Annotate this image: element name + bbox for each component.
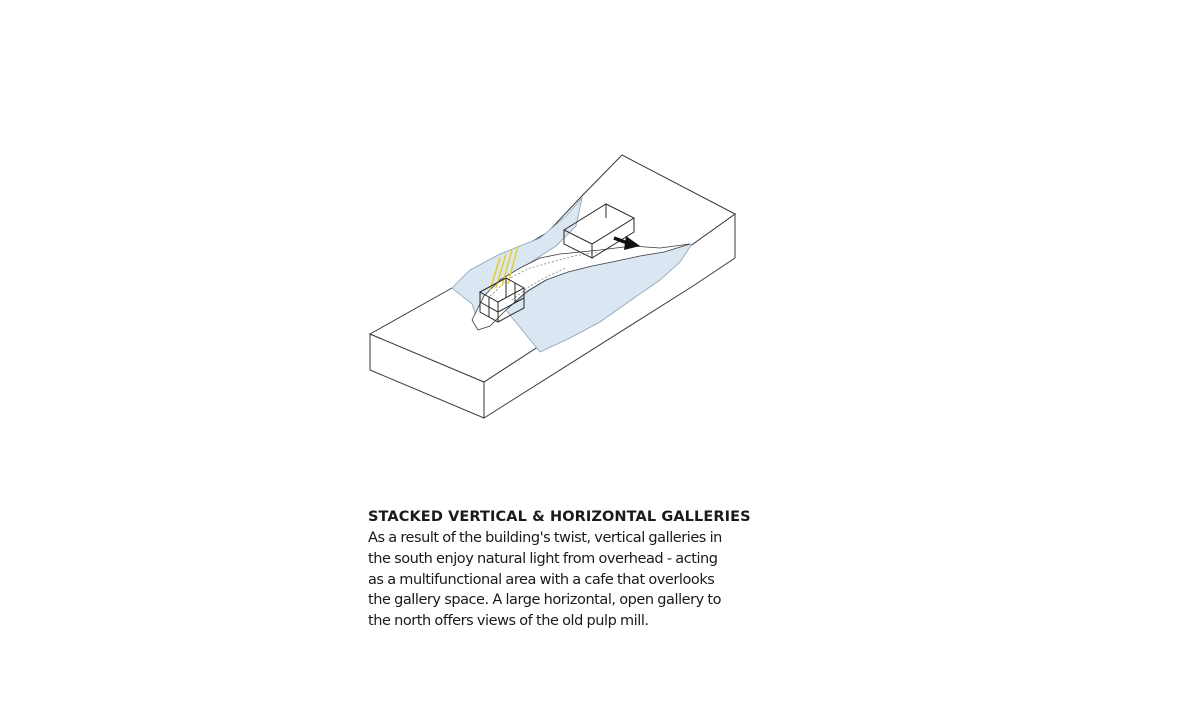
diagram-drawing (360, 148, 750, 428)
caption-title: STACKED VERTICAL & HORIZONTAL GALLERIES (368, 509, 751, 525)
caption-body: As a result of the building's twist, vertical galleries in the south enjoy natural light from overhead - acting as a multifunctional area with a cafe that overlooks the gallery space. A large horizontal, open gallery to the north offers views of the old pulp mill. (368, 530, 722, 630)
caption-block (368, 507, 751, 632)
isometric-gallery-diagram (360, 148, 750, 428)
